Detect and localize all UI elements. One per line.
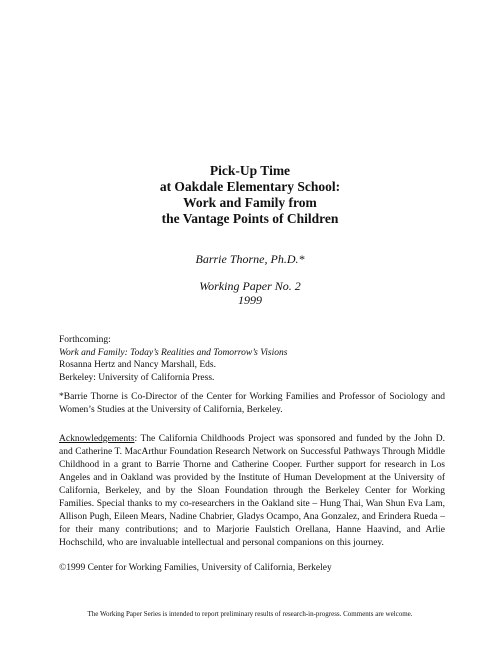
footer-note: The Working Paper Series is intended to report preliminary results of research-in-progress. Comments are welcome. (87, 610, 413, 618)
paper-title (0, 163, 500, 227)
title-line-1: Pick-Up Time (209, 163, 291, 178)
working-paper-year: 1999 (238, 293, 262, 307)
forthcoming-publisher: Berkeley: University of California Press. (59, 372, 215, 383)
title-line-3: Work and Family from (183, 195, 317, 210)
working-paper-number: Working Paper No. 2 (199, 279, 301, 293)
author-bio-note: *Barrie Thorne is Co-Director of the Center for Working Families and Professor of Sociology and Women’s Studies at the University of California, Berkeley. (59, 392, 445, 415)
working-paper-info (0, 279, 500, 307)
title-line-4: the Vantage Points of Children (161, 211, 339, 226)
acknowledgements-text: : The California Childhoods Project was sponsored and funded by the John D. and Catherine T. MacArthur Foundation Research Network on Successful Pathways Through Middle Childhood in a grant to Barrie Thorne and Catherine Cooper. Further support for research in Los Angeles and in Oakland was provided by the Institute of Human Development at the University of California, Berkeley, and by the Sloan Foundation through the Berkeley Center for Working Families. Special thanks to my co-researchers in the Oakland site – Hung Thai, Wan Shun Eva Lam, Allison Pugh, Eileen Mears, Nadine Chabrier, Gladys Ocampo, Ana Gonzalez, and Erindera Rueda – for their many contributions; and to Marjorie Faulstich Orellana, Hanne Haavind, and Arlie Hochschild, who are invaluable intellectual and personal companions on this journey. (59, 434, 445, 548)
copyright-notice: ©1999 Center for Working Families, University of California, Berkeley (59, 563, 332, 573)
forthcoming-book-title: Work and Family: Today’s Realities and Tomorrow’s Visions (59, 347, 288, 358)
forthcoming-editors: Rosanna Hertz and Nancy Marshall, Eds. (59, 360, 216, 370)
forthcoming-block (59, 334, 449, 384)
acknowledgements-label: Acknowledgements (59, 434, 135, 444)
acknowledgements-paragraph (59, 433, 445, 550)
forthcoming-label: Forthcoming: (59, 335, 111, 345)
author-name: Barrie Thorne, Ph.D.* (195, 252, 305, 266)
title-line-2: at Oakdale Elementary School: (159, 179, 341, 194)
